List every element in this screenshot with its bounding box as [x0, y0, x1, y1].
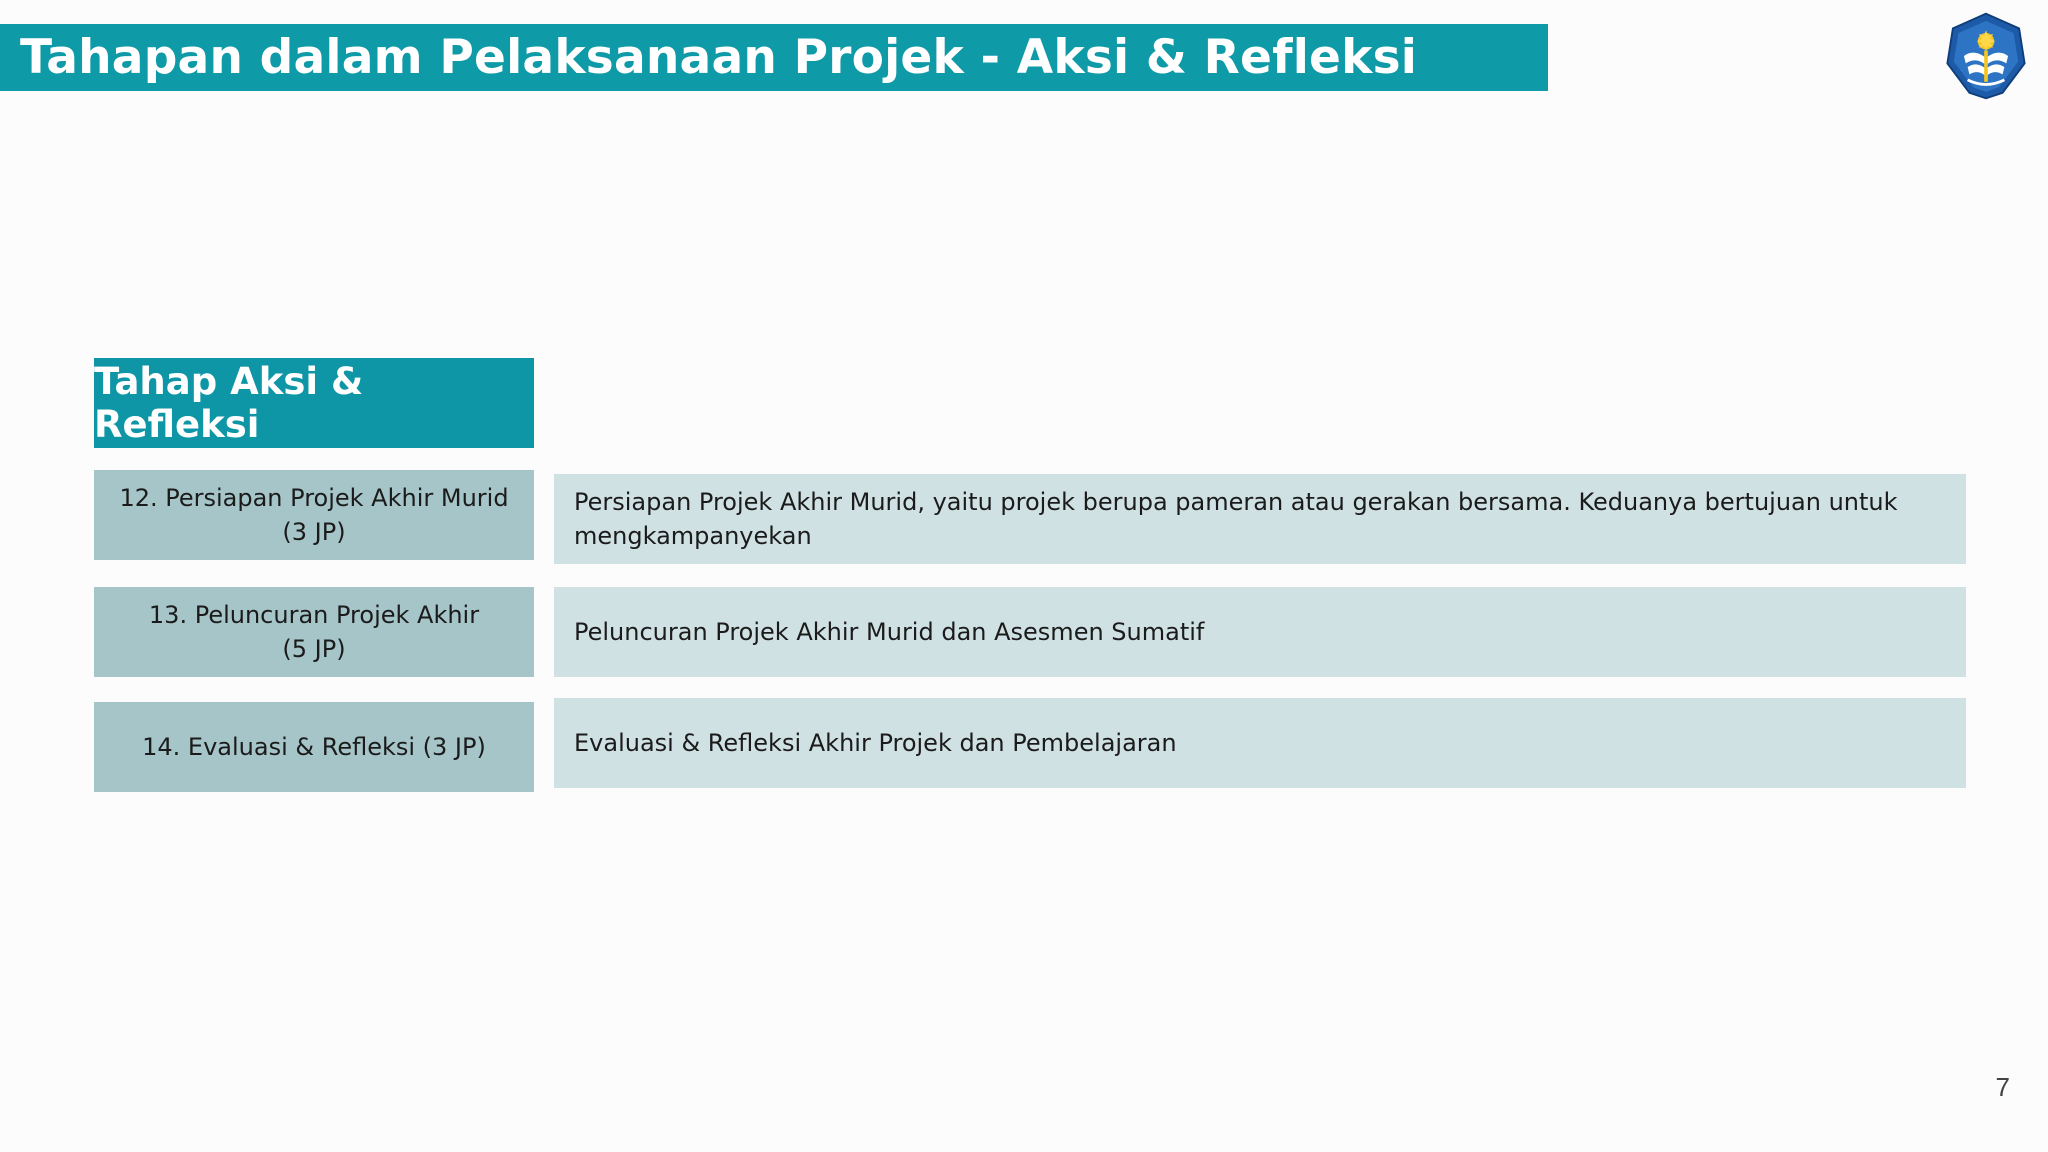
stage-header: Tahap Aksi & Refleksi [94, 358, 534, 448]
step-box [94, 470, 534, 560]
step-description: Evaluasi & Refleksi Akhir Projek dan Pembelajaran [574, 729, 1177, 757]
page-title: Tahapan dalam Pelaksanaan Projek - Aksi & Refleksi [20, 30, 1418, 85]
step-box [94, 702, 534, 792]
step-description-box [554, 698, 1966, 788]
step-description: Peluncuran Projek Akhir Murid dan Asesmen Sumatif [574, 618, 1205, 646]
step-description: Persiapan Projek Akhir Murid, yaitu projek berupa pameran atau gerakan bersama. Keduanya bertujuan untuk mengkampanyekan [574, 488, 1898, 550]
step-description-box [554, 474, 1966, 564]
tut-wuri-handayani-emblem-icon [1940, 10, 2032, 102]
step-label: 12. Persiapan Projek Akhir Murid [119, 484, 509, 512]
page-number: 7 [1995, 1072, 2010, 1102]
step-duration: (3 JP) [282, 518, 346, 546]
step-box [94, 587, 534, 677]
step-label: 13. Peluncuran Projek Akhir [148, 601, 480, 629]
step-label: 14. Evaluasi & Refleksi (3 JP) [142, 733, 486, 761]
step-duration: (5 JP) [282, 635, 346, 663]
title-bar [0, 24, 1548, 91]
step-description-box [554, 587, 1966, 677]
